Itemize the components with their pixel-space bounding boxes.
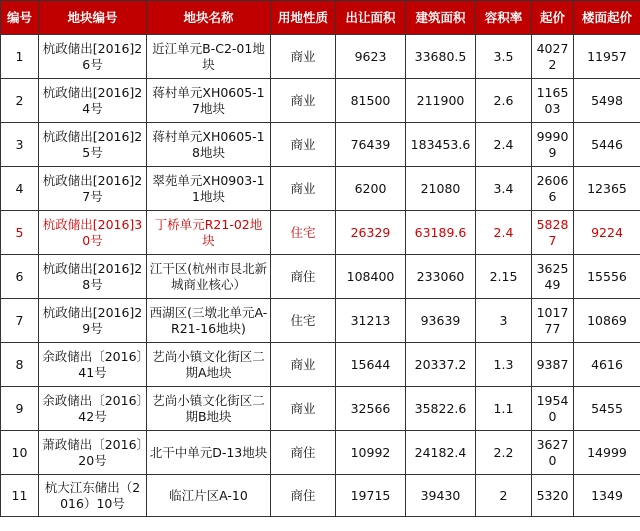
table-row [1,343,640,387]
cell-price: 362549 [532,255,574,299]
cell-name: 蒋村单元XH0605-18地块 [147,123,271,167]
table-row [1,211,640,255]
cell-far: 2 [476,475,532,517]
cell-far: 2.4 [476,211,532,255]
cell-unit-price: 11957 [574,35,640,79]
header-price: 起价 [532,1,574,35]
cell-use: 商住 [271,431,336,475]
table-row [1,387,640,431]
cell-unit-price: 10869 [574,299,640,343]
cell-unit-price: 1349 [574,475,640,517]
cell-floor-area: 33680.5 [406,35,476,79]
table-row [1,79,640,123]
cell-name: 北干中单元D-13地块 [147,431,271,475]
cell-floor-area: 233060 [406,255,476,299]
cell-area: 108400 [336,255,406,299]
header-code: 地块编号 [39,1,147,35]
cell-floor-area: 183453.6 [406,123,476,167]
cell-price: 40272 [532,35,574,79]
header-no: 编号 [1,1,39,35]
header-far: 容积率 [476,1,532,35]
cell-price: 26066 [532,167,574,211]
cell-area: 6200 [336,167,406,211]
cell-price: 36270 [532,431,574,475]
table-row [1,167,640,211]
cell-unit-price: 9224 [574,211,640,255]
cell-code: 杭政储出[2016]26号 [39,35,147,79]
cell-no: 9 [1,387,39,431]
header-unit-price: 楼面起价 [574,1,640,35]
cell-use: 商住 [271,255,336,299]
cell-use: 商业 [271,123,336,167]
cell-use: 商业 [271,35,336,79]
cell-use: 商业 [271,343,336,387]
cell-no: 6 [1,255,39,299]
cell-name: 近江单元B-C2-01地块 [147,35,271,79]
cell-no: 10 [1,431,39,475]
cell-use: 商住 [271,475,336,517]
cell-use: 商业 [271,167,336,211]
cell-far: 2.15 [476,255,532,299]
cell-code: 杭政储出[2016]29号 [39,299,147,343]
header-area: 出让面积 [336,1,406,35]
cell-no: 1 [1,35,39,79]
header-row [1,1,640,35]
cell-area: 10992 [336,431,406,475]
cell-code: 杭政储出[2016]24号 [39,79,147,123]
cell-name: 西湖区(三墩北单元A-R21-16地块) [147,299,271,343]
header-floor-area: 建筑面积 [406,1,476,35]
cell-floor-area: 39430 [406,475,476,517]
cell-use: 商业 [271,387,336,431]
cell-floor-area: 35822.6 [406,387,476,431]
cell-far: 2.6 [476,79,532,123]
cell-name: 临江片区A-10 [147,475,271,517]
cell-area: 32566 [336,387,406,431]
table-row [1,299,640,343]
cell-no: 5 [1,211,39,255]
cell-name: 江干区(杭州市艮北新城商业核心） [147,255,271,299]
cell-name: 艺尚小镇文化街区二期B地块 [147,387,271,431]
cell-unit-price: 4616 [574,343,640,387]
cell-no: 7 [1,299,39,343]
cell-no: 8 [1,343,39,387]
cell-name: 艺尚小镇文化街区二期A地块 [147,343,271,387]
cell-price: 99909 [532,123,574,167]
cell-floor-area: 21080 [406,167,476,211]
table-row [1,123,640,167]
cell-name: 丁桥单元R21-02地块 [147,211,271,255]
cell-price: 5320 [532,475,574,517]
cell-area: 26329 [336,211,406,255]
cell-no: 3 [1,123,39,167]
cell-far: 3.4 [476,167,532,211]
table-body [1,35,640,517]
cell-unit-price: 12365 [574,167,640,211]
cell-far: 3.5 [476,35,532,79]
cell-far: 2.2 [476,431,532,475]
cell-unit-price: 5498 [574,79,640,123]
cell-far: 2.4 [476,123,532,167]
cell-code: 余政储出〔2016〕41号 [39,343,147,387]
cell-code: 杭政储出[2016]25号 [39,123,147,167]
cell-price: 19540 [532,387,574,431]
cell-no: 4 [1,167,39,211]
cell-floor-area: 63189.6 [406,211,476,255]
cell-name: 翠苑单元XH0903-11地块 [147,167,271,211]
table-row [1,255,640,299]
cell-unit-price: 15556 [574,255,640,299]
cell-price: 116503 [532,79,574,123]
cell-price: 101777 [532,299,574,343]
cell-name: 蒋村单元XH0605-17地块 [147,79,271,123]
cell-unit-price: 14999 [574,431,640,475]
cell-area: 9623 [336,35,406,79]
cell-use: 住宅 [271,299,336,343]
cell-use: 商业 [271,79,336,123]
cell-use: 住宅 [271,211,336,255]
cell-no: 11 [1,475,39,517]
cell-floor-area: 211900 [406,79,476,123]
cell-code: 杭政储出[2016]28号 [39,255,147,299]
cell-unit-price: 5455 [574,387,640,431]
cell-price: 9387 [532,343,574,387]
cell-area: 15644 [336,343,406,387]
cell-area: 19715 [336,475,406,517]
cell-code: 萧政储出〔2016〕20号 [39,431,147,475]
cell-far: 3 [476,299,532,343]
table-row [1,35,640,79]
cell-area: 76439 [336,123,406,167]
cell-code: 杭大江东储出（2016）10号 [39,475,147,517]
table-row [1,431,640,475]
table-row [1,475,640,517]
cell-unit-price: 5446 [574,123,640,167]
cell-floor-area: 24182.4 [406,431,476,475]
cell-no: 2 [1,79,39,123]
cell-far: 1.3 [476,343,532,387]
header-name: 地块名称 [147,1,271,35]
cell-floor-area: 20337.2 [406,343,476,387]
cell-code: 余政储出〔2016〕42号 [39,387,147,431]
cell-area: 81500 [336,79,406,123]
cell-far: 1.1 [476,387,532,431]
cell-floor-area: 93639 [406,299,476,343]
header-use: 用地性质 [271,1,336,35]
cell-price: 58287 [532,211,574,255]
cell-code: 杭政储出[2016]30号 [39,211,147,255]
cell-code: 杭政储出[2016]27号 [39,167,147,211]
cell-area: 31213 [336,299,406,343]
